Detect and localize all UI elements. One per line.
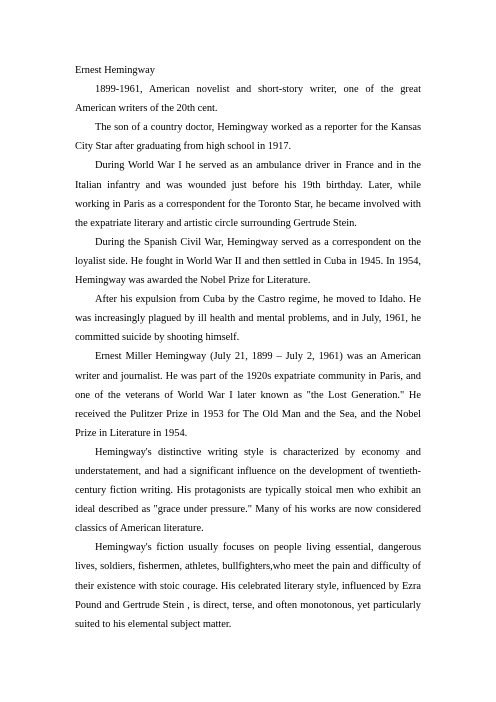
- paragraph-fiction-themes: Hemingway's fiction usually focuses on people living essential, dangerous lives, soldiers, fishermen, athletes, bullfighters,who meet the pain and difficulty of their existence with stoic courage. His celebrated literary style, influenced by Ezra Pound and Gertrude Stein , is direct, terse, and often monotonous, yet particularly suited to his elemental subject matter.: [75, 542, 421, 630]
- document-page: [75, 61, 421, 634]
- paragraph-later-life: After his expulsion from Cuba by the Castro regime, he moved to Idaho. He was increasingly plagued by ill health and mental problems, and in July, 1961, he committed suicide by shooting himself.: [75, 294, 421, 344]
- paragraph-biography: Ernest Miller Hemingway (July 21, 1899 – July 2, 1961) was an American writer and journalist. He was part of the 1920s expatriate community in Paris, and one of the veterans of World War I later known as "the Lost Generation." He received the Pulitzer Prize in 1953 for The Old Man and the Sea, and the Nobel Prize in Literature in 1954.: [75, 351, 421, 439]
- paragraph-intro: 1899-1961, American novelist and short-story writer, one of the great American writers of the 20th cent.: [75, 84, 421, 115]
- paragraph-spanish-civil-war: During the Spanish Civil War, Hemingway served as a correspondent on the loyalist side. He fought in World War II and then settled in Cuba in 1945. In 1954, Hemingway was awarded the Nobel Prize for Literature.: [75, 236, 421, 287]
- paragraph-writing-style: Hemingway's distinctive writing style is characterized by economy and understatement, and had a significant influence on the development of twentieth-century fiction writing. His protagonists are typically stoical men who exhibit an ideal described as "grace under pressure." Many of his works are now considered classics of American literature.: [75, 446, 421, 535]
- paragraph-world-war-one: During World War I he served as an ambulance driver in France and in the Italian infantry and was wounded just before his 19th birthday. Later, while working in Paris as a correspondent for the Toronto Star, he became involved with the expatriate literary and artistic circle surrounding Gertrude Stein.: [75, 160, 421, 229]
- document-title: Ernest Hemingway: [75, 65, 155, 76]
- paragraph-early-life: The son of a country doctor, Hemingway worked as a reporter for the Kansas City Star after graduating from high school in 1917.: [75, 122, 421, 153]
